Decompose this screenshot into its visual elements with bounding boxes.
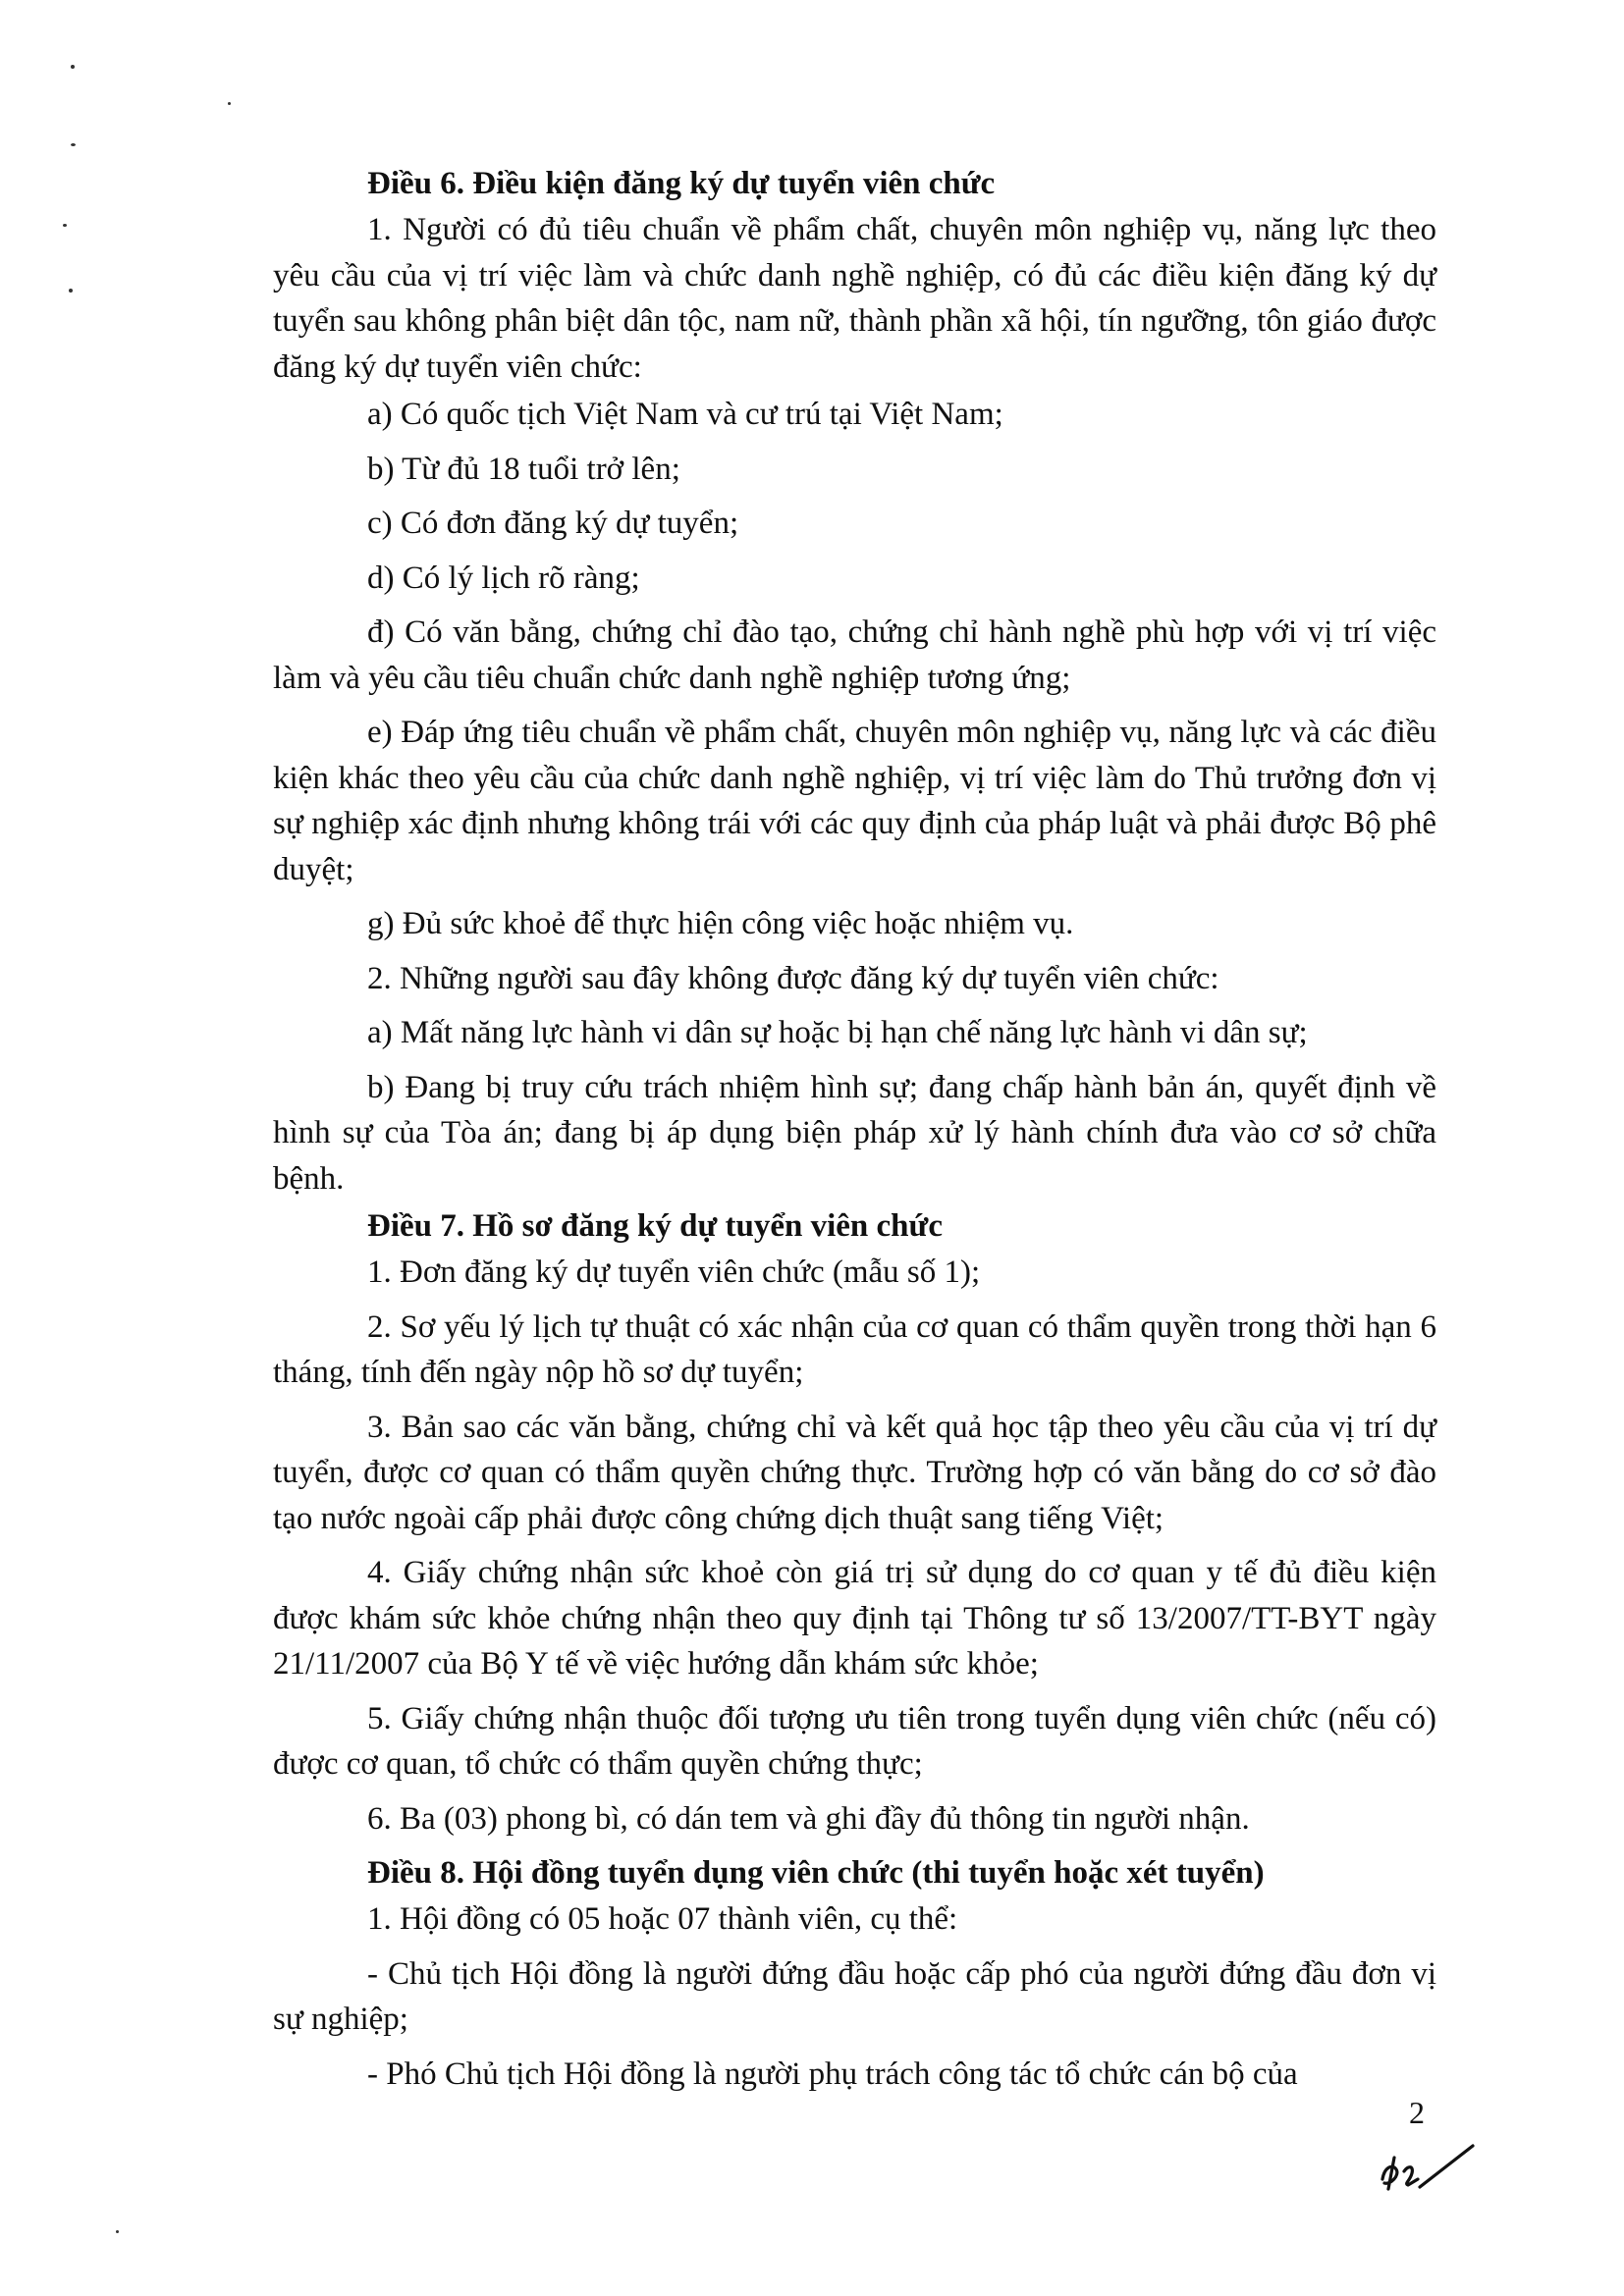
article-8-item: 1. Hội đồng có 05 hoặc 07 thành viên, cụ thể: [367, 1901, 958, 1937]
article-7-item: 1. Đơn đăng ký dự tuyển viên chức (mẫu số 1); [367, 1255, 981, 1290]
article-6-clause-2-item-b: b) Đang bị truy cứu trách nhiệm hình sự; đang chấp hành bản án, quyết định về hình sự của Tòa án; đang bị áp dụng biện pháp xử lý hành chính đưa vào cơ sở chữa bệnh. [273, 1069, 1436, 1197]
article-6-item-e: e) Đáp ứng tiêu chuẩn về phẩm chất, chuyên môn nghiệp vụ, năng lực và các điều kiện khác theo yêu cầu của chức danh nghề nghiệp, vị trí việc làm do Thủ trưởng đơn vị sự nghiệp xác định nhưng không trái với các quy định của pháp luật và phải được Bộ phê duyệt; [273, 715, 1436, 887]
article-7-item: 3. Bản sao các văn bằng, chứng chỉ và kết quả học tập theo yêu cầu của vị trí dự tuyển, được cơ quan có thẩm quyền chứng thực. Trường hợp có văn bằng do cơ sở đào tạo nước ngoài cấp phải được công chứng dịch thuật sang tiếng Việt; [273, 1409, 1436, 1536]
article-6-heading: Điều 6. Điều kiện đăng ký dự tuyển viên chức [367, 166, 996, 201]
article-7-item: 6. Ba (03) phong bì, có dán tem và ghi đầy đủ thông tin người nhận. [367, 1800, 1250, 1837]
article-7-item: 5. Giấy chứng nhận thuộc đối tượng ưu tiên trong tuyển dụng viên chức (nếu có) được cơ quan, tổ chức có thẩm quyền chứng thực; [273, 1700, 1436, 1782]
document-body [273, 161, 1436, 2106]
article-6-item-g: g) Đủ sức khoẻ để thực hiện công việc hoặc nhiệm vụ. [367, 906, 1074, 941]
scan-speck [116, 2230, 119, 2233]
article-8-item: - Phó Chủ tịch Hội đồng là người phụ trách công tác tổ chức cán bộ của [367, 2056, 1298, 2092]
scan-speck [228, 102, 231, 105]
article-6-item-b: b) Từ đủ 18 tuổi trở lên; [367, 451, 680, 487]
article-6-item-d: d) Có lý lịch rõ ràng; [367, 560, 640, 596]
article-6-item-c: c) Có đơn đăng ký dự tuyển; [367, 506, 739, 541]
article-6-item-dd: đ) Có văn bằng, chứng chỉ đào tạo, chứng chỉ hành nghề phù hợp với vị trí việc làm và yêu cầu tiêu chuẩn chức danh nghề nghiệp tương ứng; [273, 614, 1436, 696]
page-number: 2 [1409, 2095, 1425, 2130]
scan-speck [69, 289, 73, 293]
scan-speck [71, 143, 76, 146]
article-6-item-a: a) Có quốc tịch Việt Nam và cư trú tại Việt Nam; [367, 397, 1003, 432]
scan-speck [63, 224, 67, 227]
article-8-heading: Điều 8. Hội đồng tuyển dụng viên chức (thi tuyển hoặc xét tuyển) [367, 1855, 1265, 1891]
article-6-clause-1: 1. Người có đủ tiêu chuẩn về phẩm chất, chuyên môn nghiệp vụ, năng lực theo yêu cầu của vị trí việc làm và chức danh nghề nghiệp, có đủ các điều kiện đăng ký dự tuyển sau không phân biệt dân tộc, nam nữ, thành phần xã hội, tín ngưỡng, tôn giáo được đăng ký dự tuyển viên chức: [273, 212, 1436, 385]
article-7-item: 2. Sơ yếu lý lịch tự thuật có xác nhận của cơ quan có thẩm quyền trong thời hạn 6 tháng, tính đến ngày nộp hồ sơ dự tuyển; [273, 1308, 1436, 1390]
article-7-item: 4. Giấy chứng nhận sức khoẻ còn giá trị sử dụng do cơ quan y tế đủ điều kiện được khám sức khỏe chứng nhận theo quy định tại Thông tư số 13/2007/TT-BYT ngày 21/11/2007 của Bộ Y tế về việc hướng dẫn khám sức khỏe; [273, 1555, 1436, 1682]
article-6-clause-2-item-a: a) Mất năng lực hành vi dân sự hoặc bị hạn chế năng lực hành vi dân sự; [367, 1015, 1308, 1050]
scan-speck [71, 65, 75, 69]
handwritten-initials [1375, 2140, 1483, 2199]
article-7-heading: Điều 7. Hồ sơ đăng ký dự tuyển viên chức [367, 1208, 943, 1244]
article-8-item: - Chủ tịch Hội đồng là người đứng đầu hoặc cấp phó của người đứng đầu đơn vị sự nghiệp; [273, 1955, 1436, 2037]
article-6-clause-2: 2. Những người sau đây không được đăng ký dự tuyển viên chức: [367, 960, 1219, 996]
